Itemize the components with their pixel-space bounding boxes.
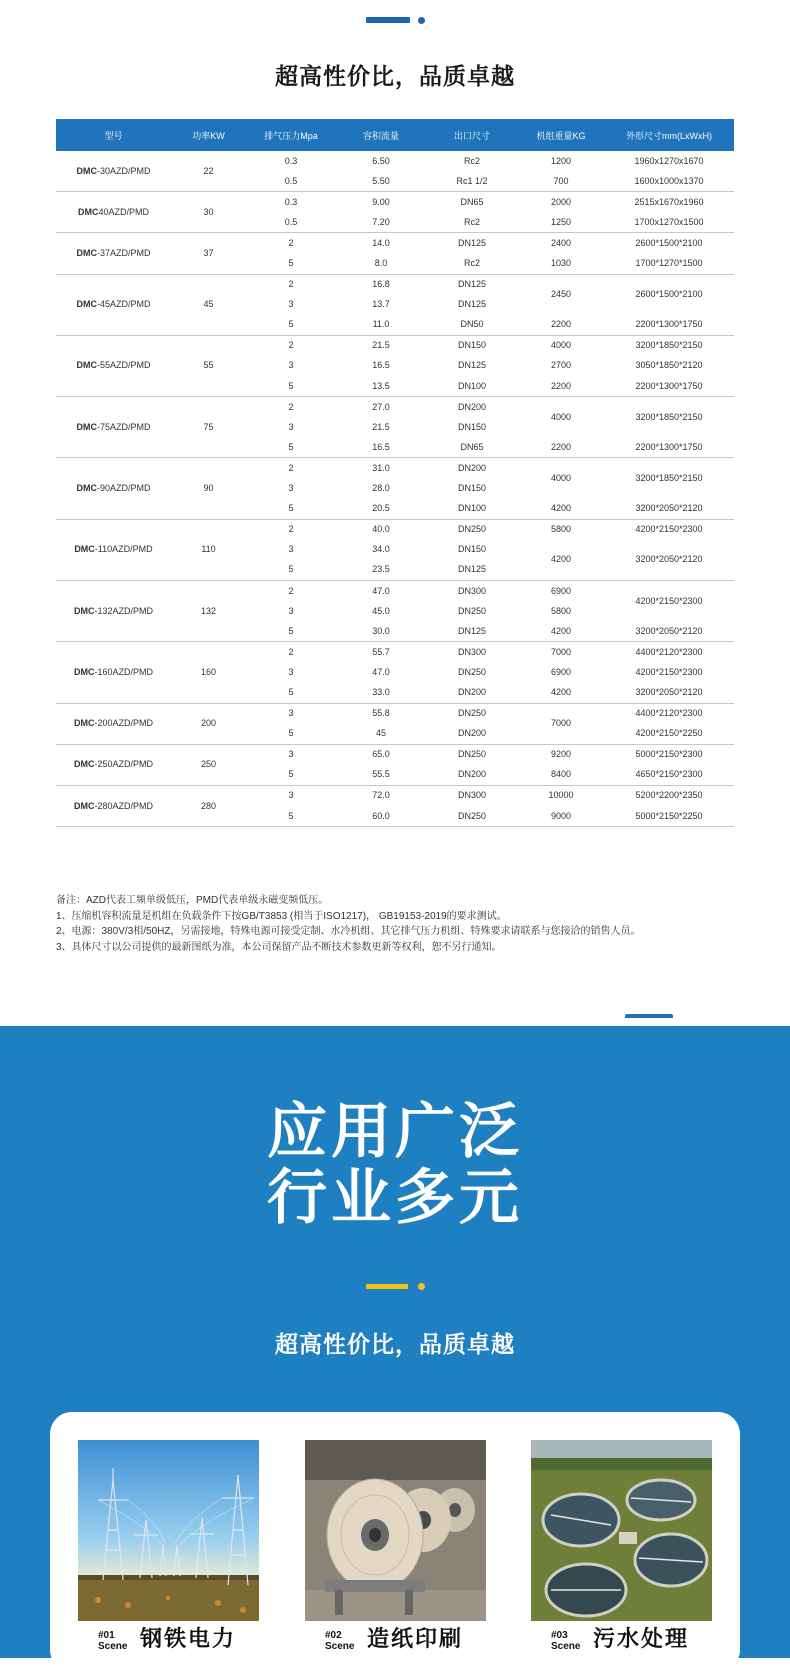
- scene-name: 造纸印刷: [367, 1626, 464, 1651]
- weight-cell: 2200: [518, 315, 604, 336]
- weight-cell: 1200: [550, 155, 572, 166]
- model-cell: [56, 519, 171, 580]
- model-suffix: -200AZD/PMD: [94, 718, 153, 729]
- pressure-cell: 3: [288, 790, 294, 801]
- model-prefix: DMC: [73, 800, 95, 811]
- weight-cell: 2200: [518, 376, 604, 397]
- flow-cell: 33.0: [336, 682, 426, 703]
- outlet-cell: DN200: [426, 724, 518, 745]
- model-prefix: DMC: [76, 483, 97, 494]
- table-row: [56, 519, 734, 540]
- model-cell: [56, 703, 171, 744]
- model-prefix: DMC: [76, 299, 97, 310]
- model-prefix: DMC: [76, 165, 97, 176]
- model-prefix: DMC: [73, 605, 95, 616]
- pressure-cell: 3: [288, 666, 294, 677]
- scene-item-sewage-treatment: [531, 1440, 712, 1652]
- dimension-cell: 4200*2150*2300: [635, 595, 703, 606]
- spec-table-wrapper: [56, 119, 734, 827]
- outlet-cell: DN65: [460, 196, 484, 207]
- pressure-cell: 2: [288, 524, 294, 535]
- outlet-cell: DN150: [457, 483, 486, 494]
- model-cell: [56, 274, 171, 335]
- model-suffix: -45AZD/PMD: [96, 299, 151, 310]
- outlet-cell: DN125: [457, 279, 486, 290]
- outlet-cell: DN100: [426, 376, 518, 397]
- model-cell: [56, 397, 171, 458]
- model-prefix: DMC: [76, 421, 97, 432]
- weight-cell: 10000: [548, 790, 574, 801]
- headline-decoration-bar: [366, 1284, 408, 1289]
- outlet-cell: DN300: [457, 646, 486, 657]
- table-header-cell: 容积流量: [336, 119, 426, 151]
- dimension-cell: 3200*1850*2150: [635, 473, 703, 483]
- power-cell: 250: [171, 744, 246, 785]
- table-row: [56, 642, 734, 663]
- flow-cell: 27.0: [372, 401, 390, 412]
- weight-cell: 4200: [518, 682, 604, 703]
- outlet-cell: DN125: [457, 237, 486, 248]
- dimension-cell: 2515x1670x1960: [634, 196, 704, 207]
- flow-cell: 13.7: [372, 299, 390, 310]
- outlet-cell: DN150: [457, 340, 486, 351]
- outlet-cell: Rc2: [426, 253, 518, 274]
- model-prefix: DMC: [76, 247, 97, 258]
- scene-number: #02 Scene: [325, 1630, 355, 1652]
- flow-cell: 47.0: [372, 585, 390, 596]
- table-header-cell: 出口尺寸: [426, 119, 518, 151]
- pressure-cell: 3: [288, 421, 294, 432]
- outlet-cell: Rc1 1/2: [426, 171, 518, 192]
- model-cell: [56, 744, 171, 785]
- weight-cell: 7000: [550, 646, 572, 657]
- weight-cell: 6900: [550, 666, 572, 677]
- pressure-cell: 5: [246, 376, 336, 397]
- power-cell: 55: [171, 335, 246, 396]
- outlet-cell: DN250: [457, 708, 486, 719]
- weight-cell: 1250: [518, 212, 604, 233]
- power-tower-image: [78, 1440, 259, 1621]
- table-header-cell: 型号: [56, 119, 171, 151]
- paper-roll-image: [305, 1440, 486, 1621]
- dimension-cell: 4400*2120*2300: [635, 646, 703, 657]
- dimension-cell: 1960x1270x1670: [634, 155, 704, 166]
- outlet-cell: DN250: [457, 749, 486, 760]
- pressure-cell: 3: [288, 544, 294, 555]
- scene-caption: [325, 1626, 495, 1666]
- pressure-cell: 5: [246, 682, 336, 703]
- flow-cell: 23.5: [336, 560, 426, 581]
- outlet-cell: DN300: [457, 585, 486, 596]
- spec-table-body: [56, 151, 734, 827]
- outlet-cell: DN200: [426, 682, 518, 703]
- flow-cell: 13.5: [336, 376, 426, 397]
- model-suffix: -110AZD/PMD: [94, 544, 153, 555]
- model-suffix: -30AZD/PMD: [96, 165, 151, 176]
- dimension-cell: 3200*1850*2150: [635, 340, 703, 351]
- outlet-cell: DN250: [457, 666, 486, 677]
- weight-cell: 4000: [550, 411, 572, 422]
- dimension-cell: 2600*1500*2100: [635, 289, 703, 300]
- model-prefix: DMC: [73, 759, 95, 770]
- weight-cell: 2200: [518, 437, 604, 458]
- headline-decoration-dot: [418, 1283, 425, 1290]
- scene-number: #01 Scene: [98, 1630, 128, 1652]
- pressure-cell: 5: [246, 253, 336, 274]
- weight-cell: 2400: [550, 237, 572, 248]
- dimension-cell: 3200*2050*2120: [604, 682, 734, 703]
- model-suffix: -75AZD/PMD: [96, 421, 151, 432]
- dimension-cell: 3200*1850*2150: [635, 411, 703, 422]
- table-row: [56, 580, 734, 601]
- weight-cell: 5800: [550, 605, 572, 616]
- model-suffix: -160AZD/PMD: [94, 666, 153, 677]
- weight-cell: 9200: [550, 749, 572, 760]
- scene-name: 污水处理: [593, 1626, 690, 1651]
- pressure-cell: 3: [288, 483, 294, 494]
- divider-tab: [625, 1014, 673, 1018]
- pressure-cell: 5: [246, 806, 336, 827]
- power-cell: 110: [171, 519, 246, 580]
- dimension-cell: 4400*2120*2300: [635, 708, 703, 719]
- weight-cell: 1030: [518, 253, 604, 274]
- table-header-cell: 外形尺寸mm(LxWxH): [604, 119, 734, 151]
- model-prefix: DMC: [73, 718, 95, 729]
- dimension-cell: 2200*1300*1750: [604, 376, 734, 397]
- model-suffix: -132AZD/PMD: [94, 605, 153, 616]
- outlet-cell: DN200: [426, 765, 518, 786]
- flow-cell: 21.5: [372, 421, 390, 432]
- flow-cell: 8.0: [336, 253, 426, 274]
- model-cell: [56, 642, 171, 703]
- headline-line: 行业多元: [267, 1164, 523, 1231]
- pressure-cell: 3: [288, 299, 294, 310]
- dimension-cell: 5000*2150*2300: [635, 749, 703, 760]
- outlet-cell: DN65: [426, 437, 518, 458]
- weight-cell: 7000: [518, 703, 604, 744]
- pressure-cell: 3: [288, 605, 294, 616]
- notes: [56, 893, 756, 955]
- flow-cell: 20.5: [336, 499, 426, 520]
- power-cell: 280: [171, 785, 246, 826]
- dimension-cell: 1700*1270*1500: [604, 253, 734, 274]
- sewage-tank-image: [531, 1440, 712, 1621]
- flow-cell: 16.5: [372, 360, 390, 371]
- outlet-cell: DN125: [426, 560, 518, 581]
- pressure-cell: 3: [288, 749, 294, 760]
- table-row: [56, 744, 734, 765]
- outlet-cell: DN125: [457, 360, 486, 371]
- pressure-cell: 2: [288, 237, 294, 248]
- outlet-cell: DN50: [426, 315, 518, 336]
- pressure-cell: 5: [246, 724, 336, 745]
- pressure-cell: 3: [288, 708, 294, 719]
- pressure-cell: 2: [288, 646, 294, 657]
- scene-item-paper-printing: [305, 1440, 486, 1652]
- application-headline: [0, 1099, 790, 1231]
- dimension-cell: 5200*2200*2350: [635, 790, 703, 801]
- power-cell: 160: [171, 642, 246, 703]
- pressure-cell: 5: [246, 437, 336, 458]
- pressure-cell: 3: [288, 360, 294, 371]
- pressure-cell: 0.5: [246, 171, 336, 192]
- scene-caption: [98, 1626, 268, 1666]
- power-cell: 22: [171, 151, 246, 192]
- table-row: [56, 151, 734, 171]
- table-row: [56, 785, 734, 806]
- dimension-cell: 2200*1300*1750: [604, 437, 734, 458]
- flow-cell: 72.0: [372, 790, 390, 801]
- weight-cell: 2700: [550, 360, 572, 371]
- weight-cell: 4200: [518, 621, 604, 642]
- flow-cell: 9.00: [372, 196, 390, 207]
- scene-number: #03 Scene: [551, 1630, 581, 1652]
- title-decoration-bar: [366, 17, 410, 23]
- model-prefix: DMC: [74, 544, 95, 555]
- table-header-cell: 功率KW: [171, 119, 246, 151]
- model-prefix: DMC: [73, 666, 95, 677]
- flow-cell: 60.0: [336, 806, 426, 827]
- flow-cell: 21.5: [372, 340, 390, 351]
- dimension-cell: 4200*2150*2300: [635, 666, 703, 677]
- pressure-cell: 2: [288, 462, 294, 473]
- model-suffix: 40AZD/PMD: [98, 206, 149, 217]
- table-row: [56, 458, 734, 479]
- pressure-cell: 5: [246, 621, 336, 642]
- pressure-cell: 0.3: [284, 155, 298, 166]
- outlet-cell: DN100: [426, 499, 518, 520]
- weight-cell: 2450: [550, 289, 572, 300]
- model-prefix: DMC: [77, 206, 99, 217]
- pressure-cell: 2: [288, 340, 294, 351]
- application-subtitle: 超高性价比，品质卓越: [275, 1331, 515, 1357]
- flow-cell: 28.0: [372, 483, 390, 494]
- note-line: 2、电源：380V/3相/50HZ，另需接地，特殊电源可接受定制、水冷机组、其它排气压力机组、特殊要求请联系与您接洽的销售人员。: [56, 926, 641, 937]
- weight-cell: 4000: [550, 473, 572, 483]
- weight-cell: 8400: [518, 765, 604, 786]
- pressure-cell: 5: [246, 560, 336, 581]
- dimension-cell: 3050*1850*2120: [635, 360, 703, 371]
- pressure-cell: 5: [246, 499, 336, 520]
- flow-cell: 30.0: [336, 621, 426, 642]
- model-suffix: -90AZD/PMD: [96, 483, 151, 494]
- dimension-cell: 2200*1300*1750: [604, 315, 734, 336]
- pressure-cell: 0.5: [246, 212, 336, 233]
- model-cell: [56, 335, 171, 396]
- flow-cell: 55.8: [372, 708, 390, 719]
- weight-cell: 9000: [518, 806, 604, 827]
- dimension-cell: 1600x1000x1370: [604, 171, 734, 192]
- outlet-cell: DN300: [457, 790, 486, 801]
- table-row: [56, 703, 734, 724]
- dimension-cell: 3200*2050*2120: [604, 540, 734, 581]
- pressure-cell: 2: [288, 401, 294, 412]
- dimension-cell: 5000*2150*2250: [604, 806, 734, 827]
- dimension-cell: 2600*1500*2100: [635, 237, 703, 248]
- weight-cell: 6900: [550, 585, 572, 596]
- flow-cell: 55.7: [372, 646, 390, 657]
- model-cell: [56, 151, 171, 192]
- flow-cell: 65.0: [372, 749, 390, 760]
- dimension-cell: 4200*2150*2250: [604, 724, 734, 745]
- power-cell: 90: [171, 458, 246, 519]
- dimension-cell: 1700x1270x1500: [604, 212, 734, 233]
- table-row: [56, 274, 734, 295]
- model-cell: [56, 785, 171, 826]
- outlet-cell: DN250: [457, 524, 486, 535]
- pressure-cell: 0.3: [284, 196, 298, 207]
- table-header-cell: 机组重量KG: [518, 119, 604, 151]
- section-title: 超高性价比，品质卓越: [275, 63, 515, 89]
- model-cell: [56, 192, 171, 233]
- model-cell: [56, 458, 171, 519]
- model-suffix: -280AZD/PMD: [94, 800, 153, 811]
- table-row: [56, 335, 734, 356]
- power-cell: 37: [171, 233, 246, 274]
- outlet-cell: DN250: [457, 605, 486, 616]
- model-suffix: -55AZD/PMD: [96, 360, 151, 371]
- flow-cell: 11.0: [336, 315, 426, 336]
- flow-cell: 7.20: [336, 212, 426, 233]
- spec-table: [56, 119, 734, 827]
- scene-caption: [551, 1626, 721, 1666]
- pressure-cell: 5: [246, 765, 336, 786]
- outlet-cell: Rc2: [463, 155, 480, 166]
- flow-cell: 6.50: [372, 155, 390, 166]
- table-header-cell: 排气压力Mpa: [246, 119, 336, 151]
- weight-cell: 2000: [550, 196, 572, 207]
- outlet-cell: DN200: [457, 401, 486, 412]
- flow-cell: 40.0: [372, 524, 390, 535]
- flow-cell: 34.0: [372, 544, 390, 555]
- weight-cell: 4200: [518, 540, 604, 581]
- outlet-cell: DN125: [426, 621, 518, 642]
- spec-table-header: [56, 119, 734, 151]
- flow-cell: 45: [336, 724, 426, 745]
- flow-cell: 55.5: [336, 765, 426, 786]
- flow-cell: 14.0: [372, 237, 390, 248]
- note-line: 备注：AZD代表工频单级低压，PMD代表单级永磁变频低压。: [56, 895, 329, 906]
- model-prefix: DMC: [76, 360, 97, 371]
- dimension-cell: 4200*2150*2300: [635, 524, 703, 535]
- flow-cell: 45.0: [372, 605, 390, 616]
- note-line: 1、压缩机容积流量是机组在负载条件下按GB/T3853 (相当于ISO1217)， GB19153-2019的要求测试。: [56, 910, 507, 922]
- model-cell: [56, 580, 171, 641]
- outlet-cell: DN150: [457, 421, 486, 432]
- flow-cell: 31.0: [372, 462, 390, 473]
- outlet-cell: DN250: [426, 806, 518, 827]
- weight-cell: 4200: [518, 499, 604, 520]
- dimension-cell: 3200*2050*2120: [604, 499, 734, 520]
- power-cell: 45: [171, 274, 246, 335]
- model-cell: [56, 233, 171, 274]
- power-cell: 75: [171, 397, 246, 458]
- power-cell: 200: [171, 703, 246, 744]
- table-row: [56, 233, 734, 254]
- table-row: [56, 192, 734, 213]
- weight-cell: 5800: [550, 524, 572, 535]
- outlet-cell: DN200: [457, 462, 486, 473]
- pressure-cell: 2: [288, 585, 294, 596]
- power-cell: 132: [171, 580, 246, 641]
- outlet-cell: Rc2: [426, 212, 518, 233]
- outlet-cell: DN150: [457, 544, 486, 555]
- title-decoration-dot: [418, 17, 425, 24]
- weight-cell: 700: [518, 171, 604, 192]
- table-row: [56, 397, 734, 418]
- flow-cell: 5.50: [336, 171, 426, 192]
- power-cell: 30: [171, 192, 246, 233]
- weight-cell: 4000: [550, 340, 572, 351]
- model-suffix: -250AZD/PMD: [94, 759, 153, 770]
- dimension-cell: 3200*2050*2120: [604, 621, 734, 642]
- headline-line: 应用广泛: [267, 1098, 523, 1165]
- pressure-cell: 2: [288, 279, 294, 290]
- scene-item-steel-power: [78, 1440, 259, 1652]
- flow-cell: 16.8: [372, 279, 390, 290]
- scene-name: 钢铁电力: [140, 1626, 237, 1651]
- pressure-cell: 5: [246, 315, 336, 336]
- outlet-cell: DN125: [457, 299, 486, 310]
- dimension-cell: 4650*2150*2300: [604, 765, 734, 786]
- model-suffix: -37AZD/PMD: [96, 247, 151, 258]
- flow-cell: 47.0: [372, 666, 390, 677]
- flow-cell: 16.5: [336, 437, 426, 458]
- note-line: 3、具体尺寸以公司提供的最新图纸为准，本公司保留产品不断技术参数更新等权利，恕不另行通知。: [56, 941, 502, 953]
